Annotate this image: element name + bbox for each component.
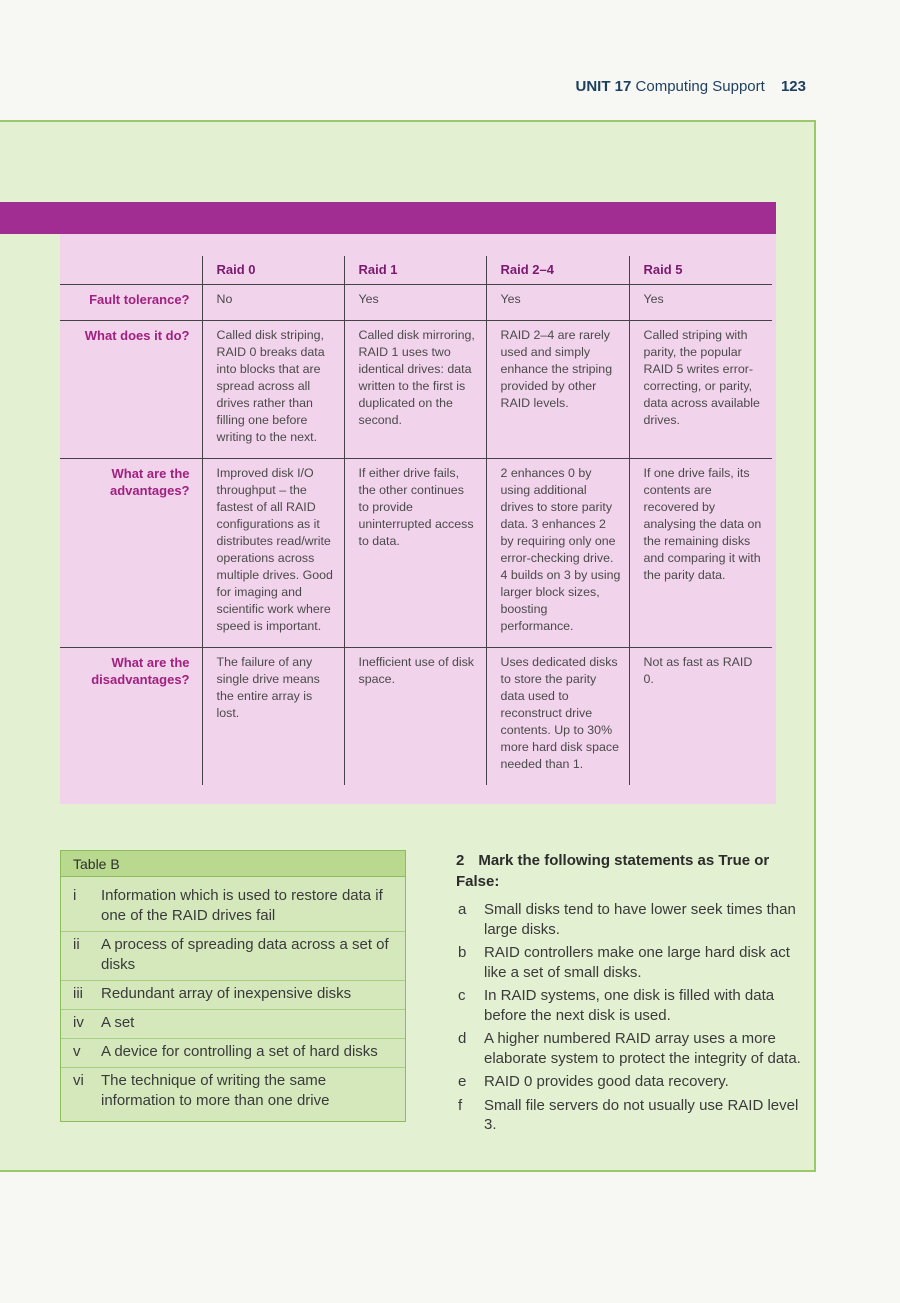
statement-item <box>456 1096 801 1139</box>
statement-text: Small disks tend to have lower seek times than large disks. <box>484 901 796 938</box>
column-header: Raid 2–4 <box>486 256 629 285</box>
unit-title: Computing Support <box>635 78 765 95</box>
table-row <box>60 321 772 459</box>
item-number: i <box>73 887 77 904</box>
unit-label: UNIT 17 <box>575 78 632 95</box>
table-cell: RAID 2–4 are rarely used and simply enhance the striping provided by other RAID levels. <box>486 321 629 459</box>
item-text: A process of spreading data across a set of disks <box>101 936 389 973</box>
item-number: v <box>73 1043 81 1060</box>
table-cell: Called striping with parity, the popular RAID 5 writes error-correcting, or parity, data across available drives. <box>629 321 772 459</box>
item-number: vi <box>73 1072 84 1089</box>
header-row <box>60 256 772 285</box>
magenta-banner <box>0 202 776 234</box>
list-item <box>61 1039 405 1068</box>
statement-letter: c <box>458 987 466 1004</box>
page-header <box>576 78 806 95</box>
list-item <box>61 981 405 1010</box>
statement-item <box>456 1029 801 1072</box>
table-cell: Improved disk I/O throughput – the fastest of all RAID configurations as it distributes read/write operations across multiple drives. Good for imaging and scientific work where speed is important. <box>202 459 344 648</box>
row-label: What are the advantages? <box>60 459 202 648</box>
table-row <box>60 459 772 648</box>
row-label: Fault tolerance? <box>60 285 202 321</box>
statement-text: In RAID systems, one disk is filled with data before the next disk is used. <box>484 987 775 1024</box>
exercise-title: Mark the following statements as True or False: <box>456 852 770 890</box>
item-number: ii <box>73 936 80 953</box>
column-header: Raid 1 <box>344 256 486 285</box>
table-cell: If either drive fails, the other continues to provide uninterrupted access to data. <box>344 459 486 648</box>
list-item <box>61 1068 405 1116</box>
statement-text: RAID controllers make one large hard disk act like a set of small disks. <box>484 944 790 981</box>
table-row <box>60 648 772 786</box>
column-header: Raid 0 <box>202 256 344 285</box>
table-cell: Yes <box>344 285 486 321</box>
table-b <box>60 850 406 1122</box>
table-cell: Called disk mirroring, RAID 1 uses two identical drives: data written to the first is duplicated on the second. <box>344 321 486 459</box>
table-cell: Uses dedicated disks to store the parity data used to reconstruct drive contents. Up to 30% more hard disk space needed than 1. <box>486 648 629 786</box>
list-item <box>61 883 405 932</box>
item-text: Information which is used to restore data if one of the RAID drives fail <box>101 887 383 924</box>
statement-list <box>456 900 801 1139</box>
row-label: What does it do? <box>60 321 202 459</box>
raid-comparison-table <box>60 256 772 785</box>
exercise-heading <box>456 850 801 892</box>
exercise-number: 2 <box>456 852 465 869</box>
item-text: The technique of writing the same information to more than one drive <box>101 1072 330 1109</box>
statement-letter: d <box>458 1030 467 1047</box>
list-item <box>61 1010 405 1039</box>
table-cell: Yes <box>486 285 629 321</box>
statement-letter: f <box>458 1096 463 1114</box>
item-text: Redundant array of inexpensive disks <box>101 985 352 1002</box>
item-number: iii <box>73 985 83 1002</box>
statement-item <box>456 900 801 943</box>
table-cell: The failure of any single drive means the entire array is lost. <box>202 648 344 786</box>
table-cell: No <box>202 285 344 321</box>
table-cell: Called disk striping, RAID 0 breaks data into blocks that are spread across all drives rather than filling one before writing to the next. <box>202 321 344 459</box>
exercise-section <box>456 850 801 1139</box>
column-header: Raid 5 <box>629 256 772 285</box>
raid-table-panel <box>60 234 776 804</box>
item-text: A device for controlling a set of hard disks <box>101 1043 378 1060</box>
page-number: 123 <box>780 78 806 95</box>
table-cell: Not as fast as RAID 0. <box>629 648 772 786</box>
definition-list <box>61 883 405 1116</box>
corner-cell <box>60 256 202 285</box>
table-cell: Inefficient use of disk space. <box>344 648 486 786</box>
statement-letter: e <box>458 1073 467 1090</box>
item-number: iv <box>73 1014 84 1031</box>
item-text: A set <box>101 1014 135 1031</box>
table-cell: 2 enhances 0 by using additional drives to store parity data. 3 enhances 2 by requiring only one error-checking drive. 4 builds on 3 by using larger block sizes, boosting performance. <box>486 459 629 648</box>
statement-item <box>456 986 801 1029</box>
list-item <box>61 932 405 981</box>
row-label: What are the disadvantages? <box>91 655 190 687</box>
statement-text: Small file servers do not usually use RAID level 3. <box>484 1096 799 1133</box>
statement-text: RAID 0 provides good data recovery. <box>484 1073 729 1090</box>
statement-letter: a <box>458 901 467 918</box>
table-cell: If one drive fails, its contents are recovered by analysing the data on the remaining disks and comparing it with the parity data. <box>629 459 772 648</box>
statement-text: A higher numbered RAID array uses a more elaborate system to protect the integrity of data. <box>484 1030 801 1067</box>
statement-item <box>456 1072 801 1096</box>
statement-item <box>456 943 801 986</box>
table-cell: Yes <box>629 285 772 321</box>
table-b-title: Table B <box>61 851 405 877</box>
statement-letter: b <box>458 944 467 961</box>
table-row <box>60 285 772 321</box>
